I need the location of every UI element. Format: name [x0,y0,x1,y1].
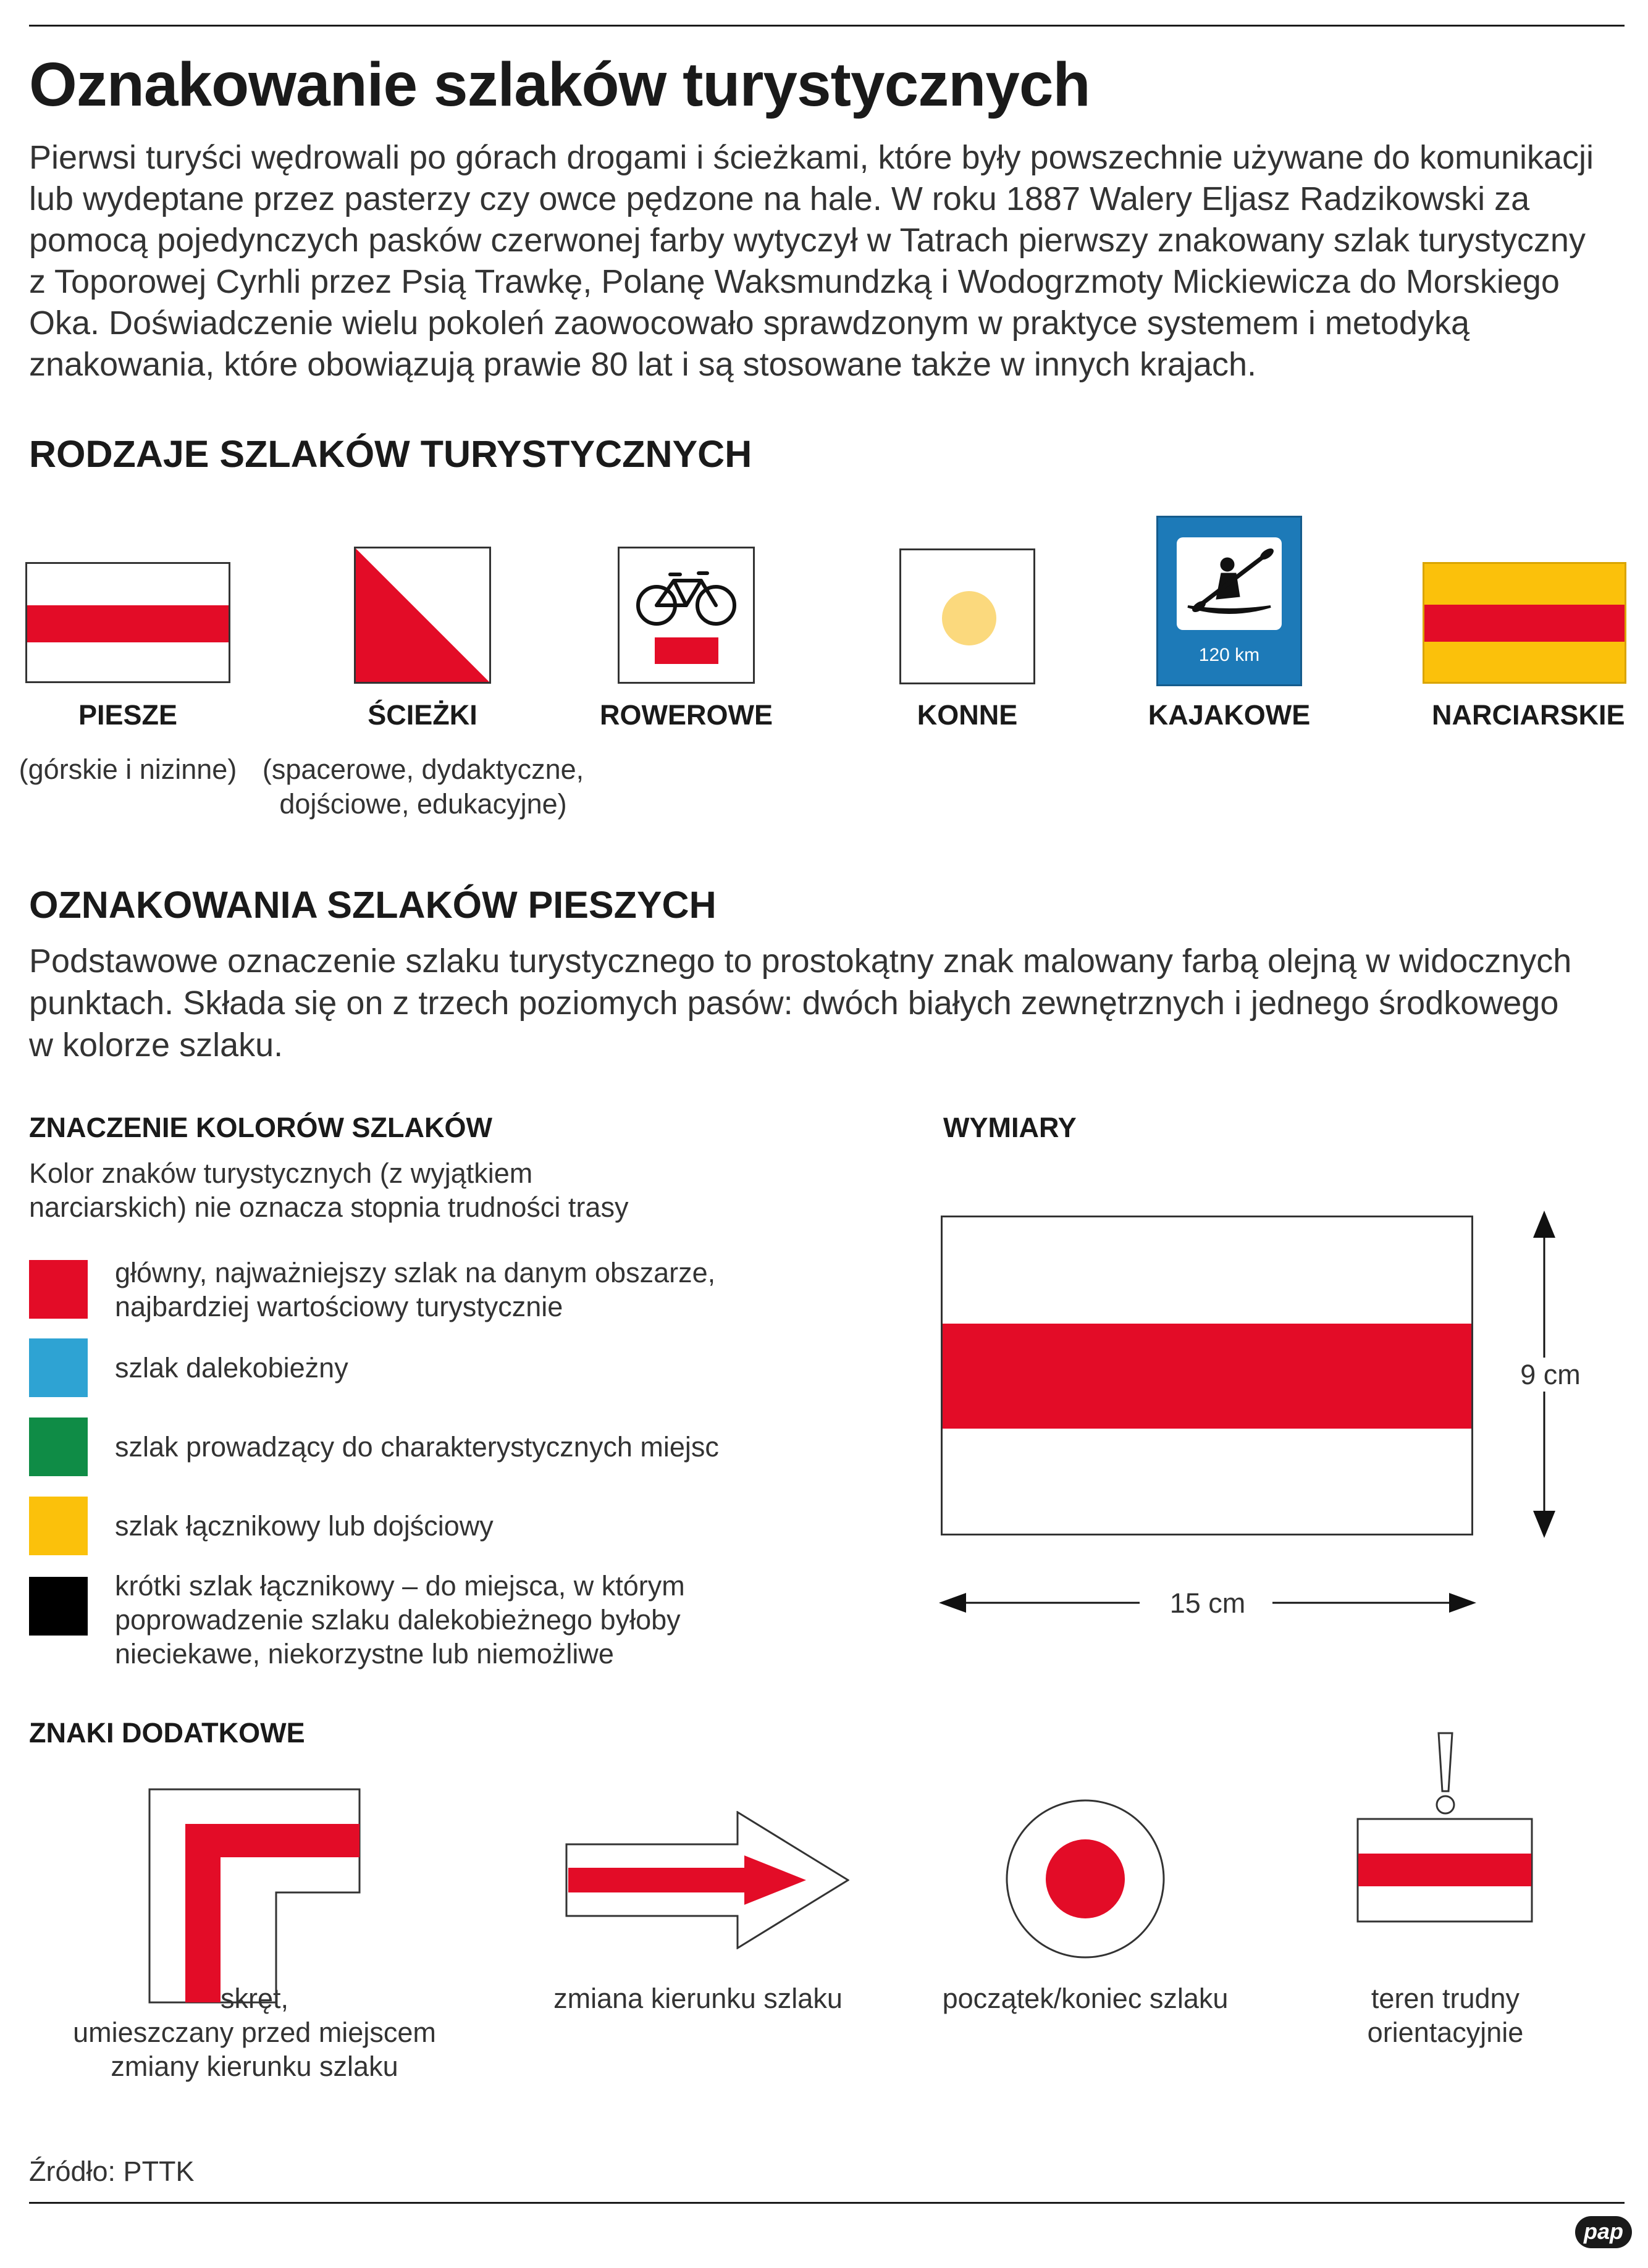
color-swatch-red [29,1260,88,1319]
type-sub-piesze: (górskie i nizinne) [19,754,237,785]
warning-label-1: teren trudny [1371,1983,1520,2014]
hiking-trail-sign-icon [25,562,230,683]
colors-heading: ZNACZENIE KOLORÓW SZLAKÓW [29,1112,492,1143]
bottom-rule [29,2202,1625,2204]
pap-logo: pap [1575,2216,1632,2248]
color-black-line3: nieciekawe, niekorzystne lub niemożliwe [115,1638,614,1670]
warning-label-2: orientacyjnie [1367,2017,1524,2048]
top-rule [29,25,1625,27]
turn-label-2: umieszczany przed miejscem [73,2017,436,2048]
color-red-line2: najbardziej wartościowy turystycznie [115,1291,563,1322]
turn-label-3: zmiany kierunku szlaku [111,2051,398,2082]
color-green-text: szlak prowadzący do charakterystycznych miejsc [115,1431,719,1463]
color-swatch-green [29,1418,88,1476]
width-label: 15 cm [1169,1587,1246,1619]
hiking-text: Podstawowe oznaczenie szlaku turystycznego to prostokątny znak malowany farbą olejną w widocznych punktach. Składa się on z trzech poziomych pasów: dwóch białych zewnętrznych i jednego środkowego w kolorze szlaku. [29,943,1572,1064]
start-end-dot-icon [1005,1799,1166,1959]
kayak-trail-sign [1156,516,1302,686]
path-sign-icon [354,547,491,684]
type-sub-sciezki-2: dojściowe, edukacyjne) [279,788,567,820]
turn-sign-icon [148,1788,361,2004]
direction-arrow-icon [565,1811,849,1949]
dimensions-heading: WYMIARY [943,1112,1077,1143]
height-label: 9 cm [1501,1358,1600,1392]
colors-note-1: Kolor znaków turystycznych (z wyjątkiem [29,1157,533,1189]
hiking-heading: OZNAKOWANIA SZLAKÓW PIESZYCH [29,884,717,926]
extra-heading: ZNAKI DODATKOWE [29,1717,305,1749]
kayak-distance: 120 km [1198,645,1260,665]
color-black-line2: poprowadzenie szlaku dalekobieżnego byłoby [115,1604,681,1636]
intro-paragraph: Pierwsi turyści wędrowali po górach drogami i ścieżkami, które były powszechnie używane do komunikacji lub wydeptane przez pasterzy czy owce pędzone na hale. W roku 1887 Walery Eljasz Radzikowski za pomocą pojedynczych pasków czerwonej farby wytyczył w Tatrach pierwszy znakowany szlak turystyczny z Toporowej Cyrhli przez Psią Trawkę, Polanę Waksmundzką i Wodogrzmoty Mickiewicza do Morskiego Oka. Doświadczenie wielu pokoleń zaowocowało sprawdzonym w praktyce systemem i metodyką znakowania, które obowiązują prawie 80 lat i są stosowane także w innych krajach. [29,139,1594,383]
color-blue-text: szlak dalekobieżny [115,1352,348,1384]
dimension-sign [941,1216,1473,1535]
type-label-sciezki: ŚCIEŻKI [368,699,477,731]
type-label-kajakowe: KAJAKOWE [1148,699,1311,731]
bicycle-icon [620,548,753,682]
color-red-line1: główny, najważniejszy szlak na danym obszarze, [115,1257,716,1288]
bicycle-trail-sign [618,547,755,684]
kayak-icon [1177,537,1282,630]
color-swatch-black [29,1577,88,1636]
direction-label: zmiana kierunku szlaku [553,1983,843,2014]
source-text: Źródło: PTTK [29,2156,195,2187]
warning-exclamation-icon [1356,1729,1535,1964]
color-black-line1: krótki szlak łącznikowy – do miejsca, w którym [115,1570,685,1602]
type-label-rowerowe: ROWEROWE [600,699,773,731]
page-title: Oznakowanie szlaków turystycznych [29,50,1090,119]
colors-note-2: narciarskich) nie oznacza stopnia trudności trasy [29,1191,629,1223]
horse-trail-sign-icon [899,548,1035,684]
start-end-label: początek/koniec szlaku [942,1983,1229,2014]
type-sub-sciezki-1: (spacerowe, dydaktyczne, [262,754,584,785]
ski-trail-sign-icon [1423,562,1626,684]
turn-label-1: skręt, [220,1983,289,2014]
type-label-narciarskie: NARCIARSKIE [1432,699,1625,731]
types-heading: RODZAJE SZLAKÓW TURYSTYCZNYCH [29,433,752,475]
type-label-piesze: PIESZE [78,699,178,731]
type-label-konne: KONNE [917,699,1018,731]
color-swatch-blue [29,1338,88,1397]
color-yellow-text: szlak łącznikowy lub dojściowy [115,1510,494,1542]
color-swatch-yellow [29,1497,88,1555]
